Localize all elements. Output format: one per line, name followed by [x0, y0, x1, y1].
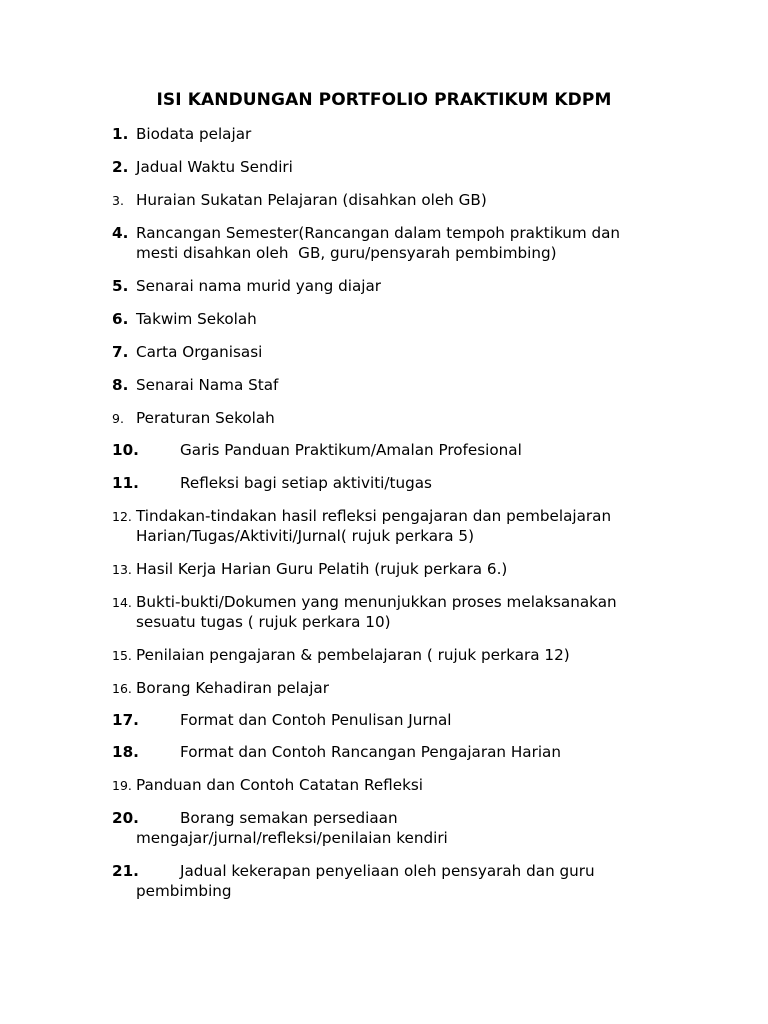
list-item-line: Bukti-bukti/Dokumen yang menunjukkan proses melaksanakan: [136, 593, 617, 611]
list-item-text: [136, 309, 696, 329]
list-item-line: Jadual kekerapan penyeliaan oleh pensyarah dan guru: [180, 862, 595, 880]
list-item-line: Hasil Kerja Harian Guru Pelatih (rujuk perkara 6.): [136, 560, 508, 578]
list-item-line: Peraturan Sekolah: [136, 409, 275, 427]
list-item-text: [136, 408, 696, 428]
list-item-number: 6.: [112, 310, 129, 328]
list-item-line: Biodata pelajar: [136, 125, 252, 143]
list-item-number: 13.: [112, 562, 132, 577]
list-item-text: [136, 342, 696, 362]
document-title: ISI KANDUNGAN PORTFOLIO PRAKTIKUM KDPM: [156, 90, 612, 110]
list-item: [0, 157, 768, 177]
list-item-number: 2.: [112, 158, 129, 176]
list-item: [0, 506, 768, 546]
list-item-line: Carta Organisasi: [136, 343, 263, 361]
list-item-line: mesti disahkan oleh GB, guru/pensyarah pembimbing): [136, 244, 557, 262]
list-item: [0, 124, 768, 144]
list-item-number: 1.: [112, 125, 129, 143]
list-item-number: 15.: [112, 648, 132, 663]
list-item-line: Format dan Contoh Penulisan Jurnal: [180, 711, 452, 729]
list-item: [0, 775, 768, 795]
list-item-line: Garis Panduan Praktikum/Amalan Profesional: [180, 441, 522, 459]
list-item-line: Senarai Nama Staf: [136, 376, 279, 394]
list-item-number: 19.: [112, 778, 132, 793]
list-item-text: [136, 808, 696, 848]
list-item-line: Harian/Tugas/Aktiviti/Jurnal( rujuk perkara 5): [136, 527, 475, 545]
list-item: [0, 645, 768, 665]
list-item-line: Jadual Waktu Sendiri: [136, 158, 293, 176]
list-item-text: [136, 678, 696, 698]
list-item-number: 10.: [112, 441, 139, 459]
list-item-line: pembimbing: [136, 882, 232, 900]
list-item-text: [136, 506, 696, 546]
list-item: [0, 408, 768, 428]
list-item-text: [136, 645, 696, 665]
list-item-text: [136, 190, 696, 210]
list-item-text: [136, 276, 696, 296]
list-item-text: [136, 742, 696, 762]
list-item: [0, 375, 768, 395]
list-item-line: mengajar/jurnal/refleksi/penilaian kendiri: [136, 829, 448, 847]
list-item: [0, 861, 768, 901]
list-item-text: [136, 223, 696, 263]
list-item-number: 18.: [112, 743, 139, 761]
list-item-number: 16.: [112, 681, 132, 696]
list-item: [0, 190, 768, 210]
list-item-text: [136, 157, 696, 177]
list-item-number: 11.: [112, 474, 139, 492]
list-item: [0, 223, 768, 263]
list-item: [0, 742, 768, 762]
list-item-text: [136, 440, 696, 460]
list-item-text: [136, 710, 696, 730]
list-item-line: Tindakan-tindakan hasil refleksi pengajaran dan pembelajaran: [136, 507, 612, 525]
list-item-line: Format dan Contoh Rancangan Pengajaran Harian: [180, 743, 561, 761]
list-item: [0, 342, 768, 362]
list-item: [0, 473, 768, 493]
list-item-text: [136, 592, 696, 632]
list-item-line: Rancangan Semester(Rancangan dalam tempoh praktikum dan: [136, 224, 621, 242]
list-item-line: Senarai nama murid yang diajar: [136, 277, 382, 295]
list-item-number: 21.: [112, 862, 139, 880]
list-item-number: 5.: [112, 277, 129, 295]
list-item: [0, 559, 768, 579]
list-item-line: Penilaian pengajaran & pembelajaran ( rujuk perkara 12): [136, 646, 570, 664]
list-item-number: 17.: [112, 711, 139, 729]
list-item-number: 7.: [112, 343, 129, 361]
list-item-line: sesuatu tugas ( rujuk perkara 10): [136, 613, 391, 631]
list-item-text: [136, 559, 696, 579]
list-item: [0, 808, 768, 848]
list-item-text: [136, 124, 696, 144]
list-item-number: 9.: [112, 411, 124, 426]
list-item: [0, 592, 768, 632]
list-item-number: 3.: [112, 193, 124, 208]
list-item: [0, 678, 768, 698]
list-item-number: 8.: [112, 376, 129, 394]
list-item: [0, 276, 768, 296]
list-item-number: 20.: [112, 809, 139, 827]
list-item: [0, 710, 768, 730]
list-item-line: Borang Kehadiran pelajar: [136, 679, 329, 697]
list-item: [0, 440, 768, 460]
list-item-line: Borang semakan persediaan: [180, 809, 398, 827]
list-item-line: Refleksi bagi setiap aktiviti/tugas: [180, 474, 432, 492]
list-item-text: [136, 861, 696, 901]
list-item-line: Panduan dan Contoh Catatan Refleksi: [136, 776, 423, 794]
list-item-number: 4.: [112, 224, 129, 242]
list-item-number: 12.: [112, 509, 132, 524]
list-item-text: [136, 775, 696, 795]
list-item-line: Takwim Sekolah: [136, 310, 257, 328]
list-item-number: 14.: [112, 595, 132, 610]
list-item-text: [136, 473, 696, 493]
list-item-text: [136, 375, 696, 395]
list-item: [0, 309, 768, 329]
list-item-line: Huraian Sukatan Pelajaran (disahkan oleh GB): [136, 191, 487, 209]
